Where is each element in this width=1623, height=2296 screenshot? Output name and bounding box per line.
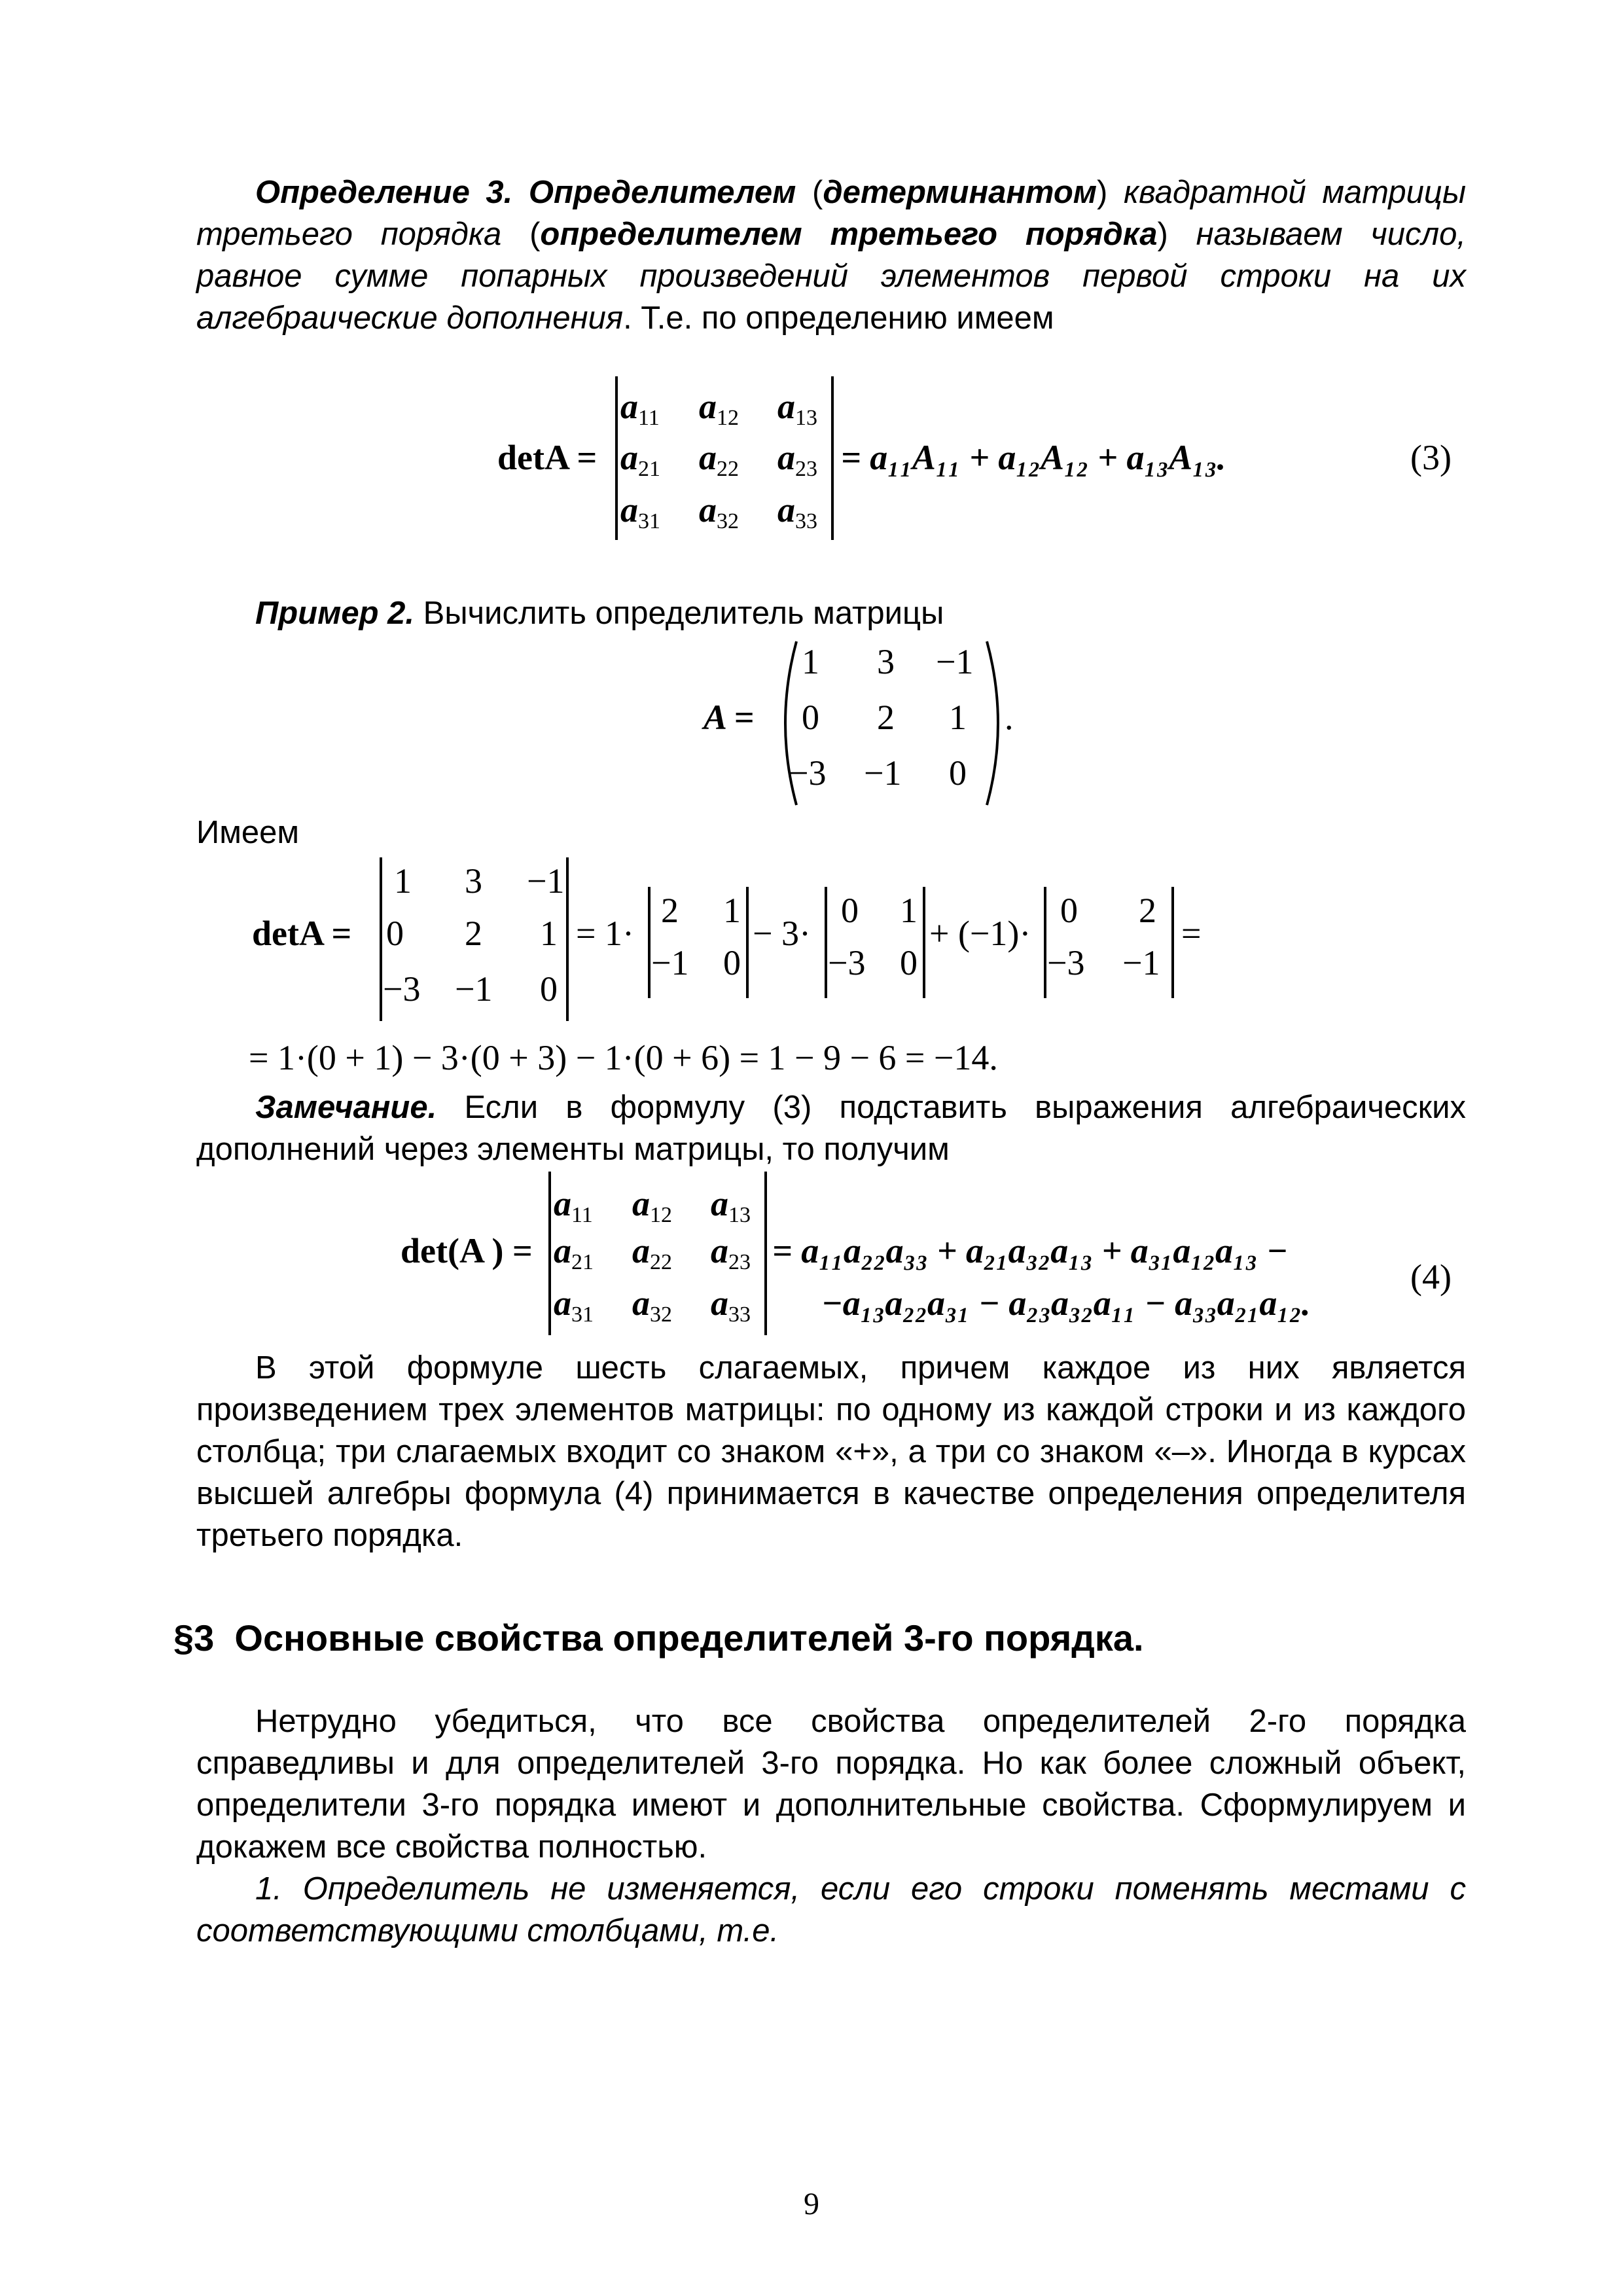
- example-label: Пример 2.: [255, 596, 415, 631]
- m3-bar-left: [1044, 887, 1046, 998]
- mA-11: 1: [802, 642, 819, 681]
- calc-term-1: = 1·: [576, 914, 634, 953]
- m2-11: 0: [841, 891, 859, 930]
- m1-22: 0: [723, 943, 741, 982]
- m3-22: −1: [1122, 943, 1160, 982]
- f4-a11: $a_{11}$: [554, 1184, 593, 1227]
- det-21: 0: [386, 914, 404, 953]
- det-bar-left: [615, 376, 618, 540]
- mA-21: 0: [802, 698, 819, 737]
- matrix-A-lhs: A =: [704, 698, 755, 737]
- calc-bar-left: [380, 857, 382, 1021]
- matrix-A-dot: .: [1005, 698, 1014, 737]
- m1-12: 1: [723, 891, 741, 930]
- det-12: 3: [465, 861, 482, 901]
- formula-4-row2: −a₁₃a₂₂a₃₁ − a₂₃a₃₂a₁₁ − a₃₃a₂₁a₁₂.: [821, 1283, 1311, 1323]
- det-13: −1: [527, 861, 565, 901]
- definition-term-2: детерминантом: [823, 175, 1097, 210]
- definition-label: Определение 3.: [255, 175, 513, 210]
- explanation-paragraph: [196, 1347, 1466, 1556]
- f4-bar-left: [548, 1172, 551, 1335]
- elem-a21: $a_{21}$: [620, 438, 660, 481]
- definition-term-1: Определителем: [528, 175, 796, 210]
- f4-a23: $a_{23}$: [711, 1231, 751, 1274]
- definition-paragraph: Определение 3. Определителем (детерминантом) квадратной матрицы третьего порядка (определителем третьего порядка) называем число, равное сумме попарных произведений элементов первой строки на их алгебраические дополнения. Т.е. по определению имеем: [196, 175, 1467, 336]
- example-paragraph: [196, 592, 1466, 634]
- m2-12: 1: [900, 891, 918, 930]
- property-1: 1. Определитель не изменяется, если его строки поменять местами с соответствующими столбцами, т.е.: [196, 1871, 1466, 1948]
- elem-a33: $a_{33}$: [777, 490, 817, 533]
- elem-a22: $a_{22}$: [699, 438, 739, 481]
- example-text: Вычислить определитель матрицы: [423, 596, 944, 631]
- remark-paragraph: [196, 1086, 1466, 1170]
- have-line: [196, 812, 1466, 853]
- m2-22: 0: [900, 943, 918, 982]
- mA-31: −3: [789, 753, 827, 793]
- calc-term-2: − 3·: [753, 914, 811, 953]
- m2-21: −3: [828, 943, 866, 982]
- det-32: −1: [455, 969, 493, 1009]
- mA-32: −1: [864, 753, 902, 793]
- m3-11: 0: [1060, 891, 1078, 930]
- section-text: Нетрудно убедиться, что все свойства определителей 2-го порядка справедливы и для определителей 3-го порядка. Но как более сложный объект, определители 3-го порядка имеют и дополнительные свойства. Сформулируем и докажем все свойства полностью.: [196, 1704, 1466, 1865]
- formula-3-rhs: = a₁₁A₁₁ + a₁₂A₁₂ + a₁₃A₁₃.: [841, 438, 1226, 477]
- m2-bar-right: [923, 887, 925, 998]
- calc-term-4: =: [1181, 914, 1202, 953]
- have-text: Имеем: [196, 815, 300, 850]
- det-11: 1: [394, 861, 412, 901]
- calc-line-2: = 1·(0 + 1) − 3·(0 + 3) − 1·(0 + 6) = 1 − 9 − 6 = −14.: [249, 1038, 998, 1077]
- definition-term-3: определителем третьего порядка: [540, 217, 1158, 252]
- det-22: 2: [465, 914, 482, 953]
- section-paragraph: [196, 1700, 1466, 1952]
- formula-3-lhs: detA =: [497, 438, 597, 477]
- m3-bar-right: [1171, 887, 1174, 998]
- m1-21: −1: [651, 943, 689, 982]
- m1-bar-left: [648, 887, 651, 998]
- m3-12: 2: [1139, 891, 1156, 930]
- mA-23: 1: [949, 698, 967, 737]
- calc-term-3: + (−1)·: [929, 914, 1031, 953]
- elem-a11: $a_{11}$: [620, 387, 660, 430]
- f4-a12: $a_{12}$: [632, 1184, 672, 1227]
- remark-label: Замечание.: [255, 1090, 437, 1125]
- calc-lhs: detA =: [252, 914, 352, 953]
- f4-a21: $a_{21}$: [554, 1231, 594, 1274]
- calc-bar-right: [566, 857, 569, 1021]
- elem-a13: $a_{13}$: [777, 387, 817, 430]
- f4-a33: $a_{33}$: [711, 1283, 751, 1327]
- f4-bar-right: [764, 1172, 767, 1335]
- f4-a32: $a_{32}$: [632, 1283, 672, 1327]
- equation-number-3: (3): [1410, 438, 1452, 477]
- det-23: 1: [540, 914, 558, 953]
- definition-text-2: называем число, равное сумме попарных произведений элементов первой строки на их алгебраические дополнения: [196, 217, 1467, 336]
- m2-bar-left: [825, 887, 827, 998]
- elem-a31: $a_{31}$: [620, 490, 660, 533]
- explanation-text: В этой формуле шесть слагаемых, причем каждое из них является произведением трех элементов матрицы: по одному из каждой строки и из каждого столбца; три слагаемых входит со знаком «+», а три со знаком «–». Иногда в курсах высшей алгебры формула (4) принимается в качестве определения определителя третьего порядка.: [196, 1350, 1466, 1553]
- remark-text: Если в формулу (3) подставить выражения алгебраических дополнений через элементы матрицы, то получим: [196, 1090, 1466, 1167]
- mA-33: 0: [949, 753, 967, 793]
- det-31: −3: [383, 969, 421, 1009]
- f4-a31: $a_{31}$: [554, 1283, 594, 1327]
- det-33: 0: [540, 969, 558, 1009]
- elem-a32: $a_{32}$: [699, 490, 739, 533]
- definition-text-3: . Т.е. по определению имеем: [623, 300, 1054, 336]
- f4-a22: $a_{22}$: [632, 1231, 672, 1274]
- mA-12: 3: [877, 642, 895, 681]
- m3-21: −3: [1047, 943, 1085, 982]
- page-number: 9: [804, 2187, 819, 2221]
- section-heading: §3 Основные свойства определителей 3-го порядка.: [173, 1617, 1144, 1659]
- elem-a12: $a_{12}$: [699, 387, 739, 430]
- equation-number-4: (4): [1410, 1257, 1452, 1297]
- mA-22: 2: [877, 698, 895, 737]
- elem-a23: $a_{23}$: [777, 438, 817, 481]
- m1-bar-right: [746, 887, 749, 998]
- det-bar-right: [831, 376, 834, 540]
- mA-13: −1: [936, 642, 974, 681]
- formula-4-row1: = a₁₁a₂₂a₃₃ + a₂₁a₃₂a₁₃ + a₃₁a₁₂a₁₃ −: [772, 1231, 1288, 1270]
- f4-a13: $a_{13}$: [711, 1184, 751, 1227]
- m1-11: 2: [661, 891, 679, 930]
- formula-4-lhs: det(A ) =: [401, 1231, 533, 1270]
- definition-text-1: квадратной матрицы третьего порядка: [196, 175, 1467, 252]
